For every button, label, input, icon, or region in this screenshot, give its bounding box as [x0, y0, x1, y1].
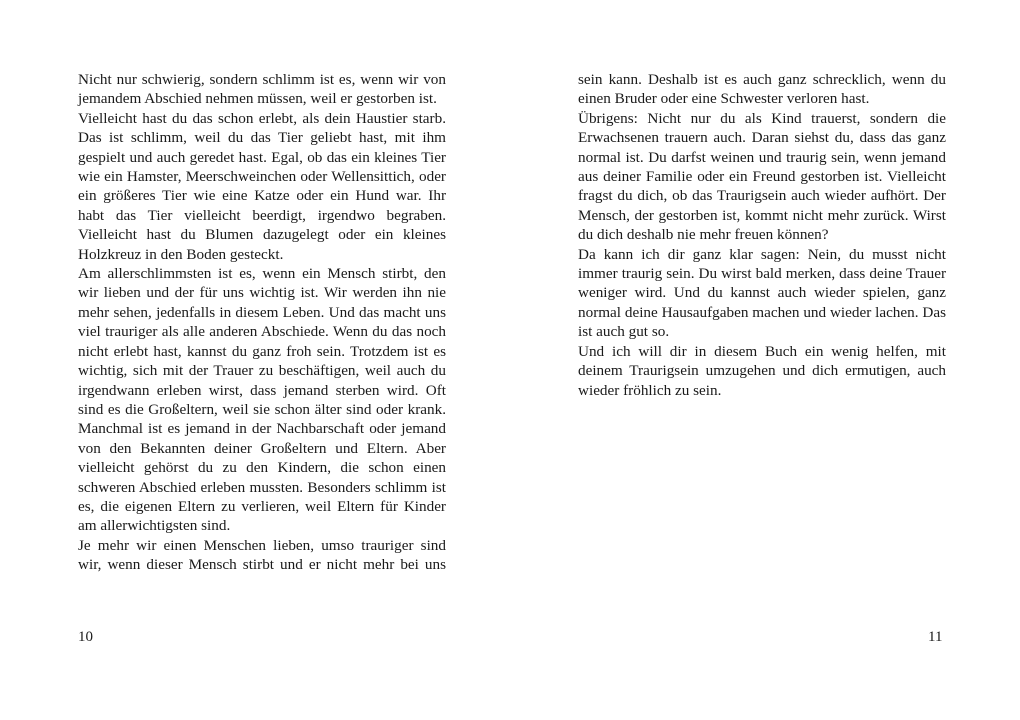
paragraph: Am allerschlimmsten ist es, wenn ein Mensch stirbt, den wir lieben und der für uns wichtig ist. Wir werden ihn nie mehr sehen, jedenfalls in diesem Leben. Und das macht uns viel trauriger als alle anderen Abschiede. Wenn du das noch nicht erlebt hast, kannst du ganz froh sein. Trotzdem ist es wichtig, sich mit der Trauer zu beschäftigen, weil auch du irgendwann erleben wirst, dass jemand sterben wird. Oft sind es die Großeltern, weil sie schon älter sind oder krank. Manchmal ist es jemand in der Nachbarschaft oder jemand von den Bekannten deiner Großeltern und Eltern. Aber vielleicht gehörst du zu den Kindern, die schon einen schweren Abschied erleben mussten. Besonders schlimm ist es, die eigenen Eltern zu verlieren, weil Eltern für Kinder am allerwichtigsten sind. — [78, 265, 446, 535]
right-page-text — [578, 70, 946, 400]
paragraph: Je mehr wir einen Menschen lieben, umso trauriger sind wir, wenn dieser Mensch stirbt und er nicht mehr bei uns — [78, 536, 446, 574]
left-page-text — [78, 70, 446, 575]
right-page — [510, 0, 1020, 720]
page-number-left: 10 — [78, 629, 93, 645]
paragraph: Nicht nur schwierig, sondern schlimm ist es, wenn wir von jemandem Abschied nehmen müssen, weil er gestorben ist. — [78, 71, 446, 108]
paragraph: Da kann ich dir ganz klar sagen: Nein, du musst nicht immer traurig sein. Du wirst bald merken, dass deine Trauer weniger wird. Und du kannst auch wieder spielen, ganz normal deine Hausaufgaben machen und wieder lachen. Das ist auch gut so. — [578, 245, 946, 341]
paragraph: Und ich will dir in diesem Buch ein wenig helfen, mit deinem Traurigsein umzugehen und dich ermutigen, auch wieder fröhlich zu sein. — [578, 342, 946, 399]
paragraph: Übrigens: Nicht nur du als Kind trauerst, sondern die Erwachsenen trauern auch. Daran siehst du, dass das ganz normal ist. Du darfst weinen und traurig sein, wenn jemand aus deiner Familie oder ein Freund gestorben ist. Vielleicht fragst du dich, ob das Traurigsein auch wieder aufhört. Der Mensch, der gestorben ist, kommt nicht mehr zurück. Wirst du dich deshalb nie mehr freuen können? — [578, 109, 946, 244]
paragraph: sein kann. Deshalb ist es auch ganz schrecklich, wenn du einen Bruder oder eine Schwester verloren hast. — [578, 71, 946, 108]
paragraph: Vielleicht hast du das schon erlebt, als dein Haustier starb. Das ist schlimm, weil du das Tier geliebt hast, mit ihm gespielt und auch geredet hast. Egal, ob das ein kleines Tier wie ein Hamster, Meerschweinchen oder Wellensittich, oder ein größeres Tier wie eine Katze oder ein Hund war. Ihr habt das Tier vielleicht beerdigt, irgendwo begraben. Vielleicht hast du Blumen dazugelegt oder ein kleines Holzkreuz in den Boden gesteckt. — [78, 109, 446, 263]
page-number-right: 11 — [928, 629, 943, 645]
